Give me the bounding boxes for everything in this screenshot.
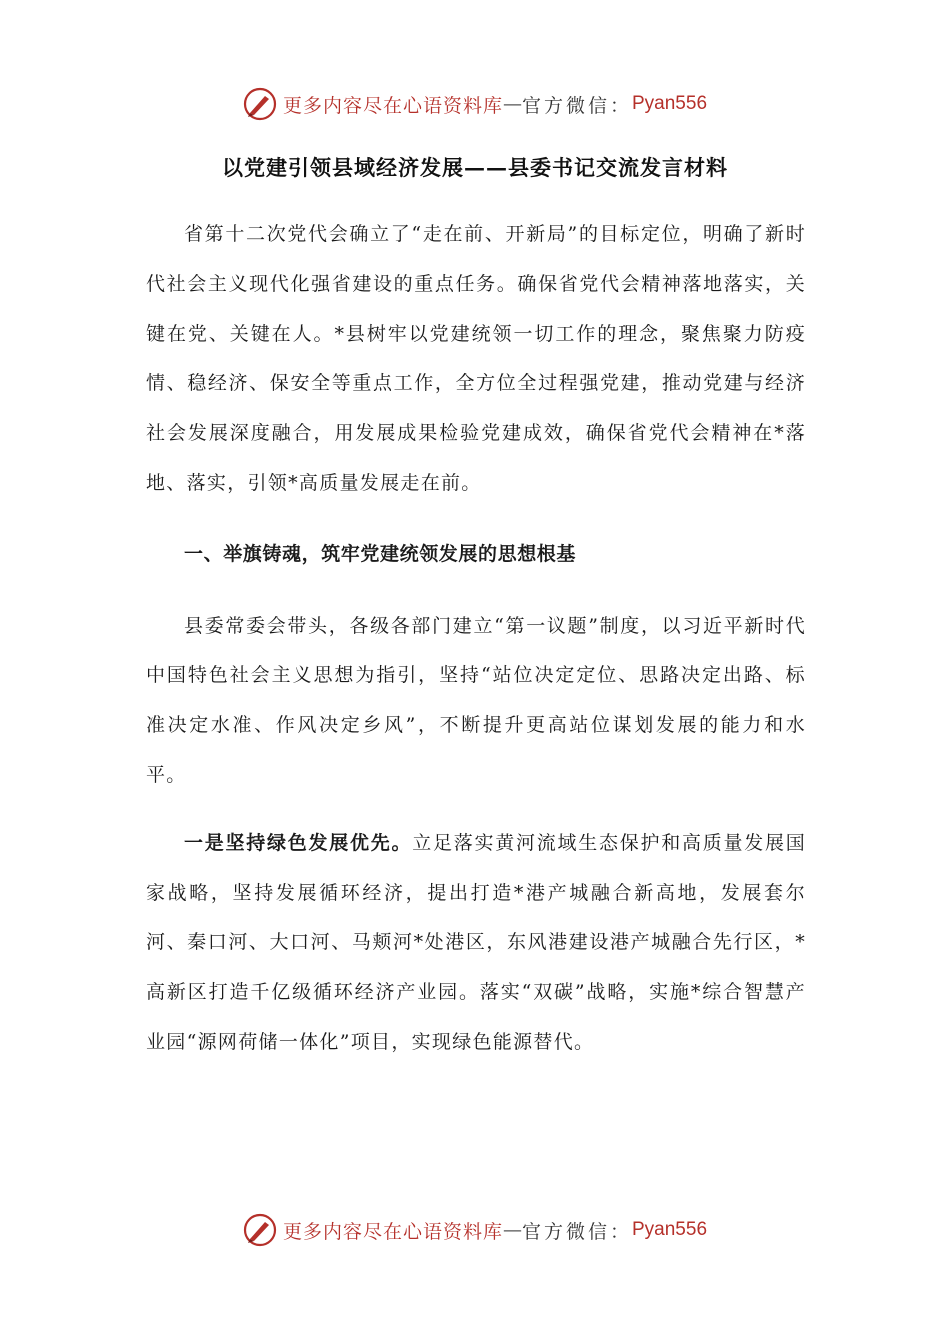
bottom-watermark-banner xyxy=(0,1210,950,1250)
pen-logo-icon xyxy=(243,87,277,121)
banner-separator: — xyxy=(502,1219,522,1241)
top-watermark-banner xyxy=(0,84,950,124)
paragraph-lead-phrase: 一是坚持绿色发展优先。 xyxy=(184,831,413,854)
banner-separator: — xyxy=(502,93,522,115)
banner-wechat-id: Pyan556 xyxy=(632,1219,708,1240)
section-heading-1: 一、举旗铸魂，筑牢党建统领发展的思想根基 xyxy=(184,542,577,565)
paragraph-intro: 省第十二次党代会确立了“走在前、开新局”的目标定位，明确了新时代社会主义现代化强省建设的重点任务。确保省党代会精神落地落实，关键在党、关键在人。*县树牢以党建统领一切工作的理念，聚焦聚力防疫情、稳经济、保安全等重点工作，全方位全过程强党建，推动党建与经济社会发展深度融合，用发展成果检验党建成效，确保省党代会精神在*落地、落实，引领*高质量发展走在前。 xyxy=(146,223,806,494)
document-body xyxy=(146,210,806,1068)
document-title: 以党建引领县域经济发展——县委书记交流发言材料 xyxy=(222,155,728,180)
banner-wechat-label: 官方微信： xyxy=(521,94,632,117)
banner-wechat-label: 官方微信： xyxy=(521,1220,632,1243)
banner-brand-text: 更多内容尽在心语资料库 xyxy=(282,1220,503,1243)
paragraph-green-development xyxy=(146,819,806,1068)
paragraph-green-text: 立足落实黄河流域生态保护和高质量发展国家战略，坚持发展循环经济，提出打造*港产城融合新高地，发展套尔河、秦口河、大口河、马颊河*处港区，东风港建设港产城融合先行区，*高新区打造千亿级循环经济产业园。落实“双碳”战略，实施*综合智慧产业园“源网荷储一体化”项目，实现绿色能源替代。 xyxy=(146,831,806,1053)
banner-brand-text: 更多内容尽在心语资料库 xyxy=(282,94,503,117)
paragraph-section-1: 县委常委会带头，各级各部门建立“第一议题”制度，以习近平新时代中国特色社会主义思想为指引，坚持“站位决定定位、思路决定出路、标准决定水准、作风决定乡风”，不断提升更高站位谋划发展的能力和水平。 xyxy=(146,614,806,786)
pen-logo-icon xyxy=(243,1213,277,1247)
banner-wechat-id: Pyan556 xyxy=(632,93,708,114)
